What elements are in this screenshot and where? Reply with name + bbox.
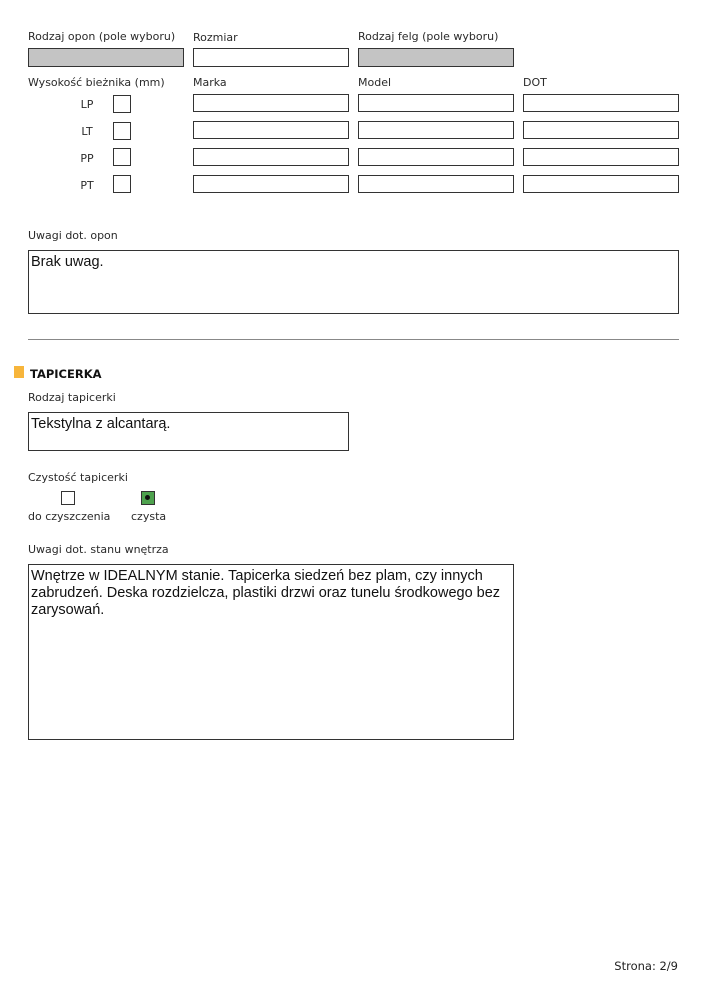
checkbox-to-clean[interactable] <box>61 491 75 505</box>
brand-input[interactable] <box>193 148 349 166</box>
dot-input[interactable] <box>523 175 679 193</box>
checkbox-clean-label: czysta <box>131 510 167 523</box>
tire-position-label: PT <box>80 179 94 192</box>
model-input[interactable] <box>358 175 514 193</box>
size-label: Rozmiar <box>193 31 238 44</box>
brand-label: Marka <box>193 76 227 89</box>
tire-position-label: LT <box>81 125 93 138</box>
section-title: TAPICERKA <box>30 367 102 381</box>
dot-label: DOT <box>523 76 547 89</box>
checkbox-clean[interactable] <box>141 491 155 505</box>
interior-notes-label: Uwagi dot. stanu wnętrza <box>28 543 169 556</box>
section-divider <box>28 339 679 340</box>
tire-type-label: Rodzaj opon (pole wyboru) <box>28 30 176 43</box>
page-number: Strona: 2/9 <box>614 959 678 973</box>
dot-input[interactable] <box>523 148 679 166</box>
model-input[interactable] <box>358 94 514 112</box>
size-input[interactable] <box>193 48 349 67</box>
tread-depth-label: Wysokość bieżnika (mm) <box>28 76 165 89</box>
tire-position-label: LP <box>80 98 94 111</box>
tread-depth-input[interactable] <box>113 95 131 113</box>
rim-type-label: Rodzaj felg (pole wyboru) <box>358 30 499 43</box>
rim-type-select[interactable] <box>358 48 514 67</box>
interior-notes-textarea[interactable]: Wnętrze w IDEALNYM stanie. Tapicerka siedzeń bez plam, czy innych zabrudzeń. Deska rozdzielcza, plastiki drzwi oraz tunelu środkowego bez zarysowań. <box>28 564 514 740</box>
model-input[interactable] <box>358 148 514 166</box>
tire-notes-textarea[interactable]: Brak uwag. <box>28 250 679 314</box>
tread-depth-input[interactable] <box>113 148 131 166</box>
tire-type-select[interactable] <box>28 48 184 67</box>
section-marker-icon <box>14 366 24 378</box>
tire-position-label: PP <box>80 152 94 165</box>
tread-depth-input[interactable] <box>113 175 131 193</box>
upholstery-type-label: Rodzaj tapicerki <box>28 391 116 404</box>
brand-input[interactable] <box>193 175 349 193</box>
tread-depth-input[interactable] <box>113 122 131 140</box>
brand-input[interactable] <box>193 121 349 139</box>
tire-notes-label: Uwagi dot. opon <box>28 229 118 242</box>
brand-input[interactable] <box>193 94 349 112</box>
upholstery-type-input[interactable]: Tekstylna z alcantarą. <box>28 412 349 451</box>
checkbox-to-clean-label: do czyszczenia <box>28 510 111 523</box>
dot-input[interactable] <box>523 94 679 112</box>
dot-input[interactable] <box>523 121 679 139</box>
model-input[interactable] <box>358 121 514 139</box>
cleanliness-label: Czystość tapicerki <box>28 471 128 484</box>
model-label: Model <box>358 76 392 89</box>
